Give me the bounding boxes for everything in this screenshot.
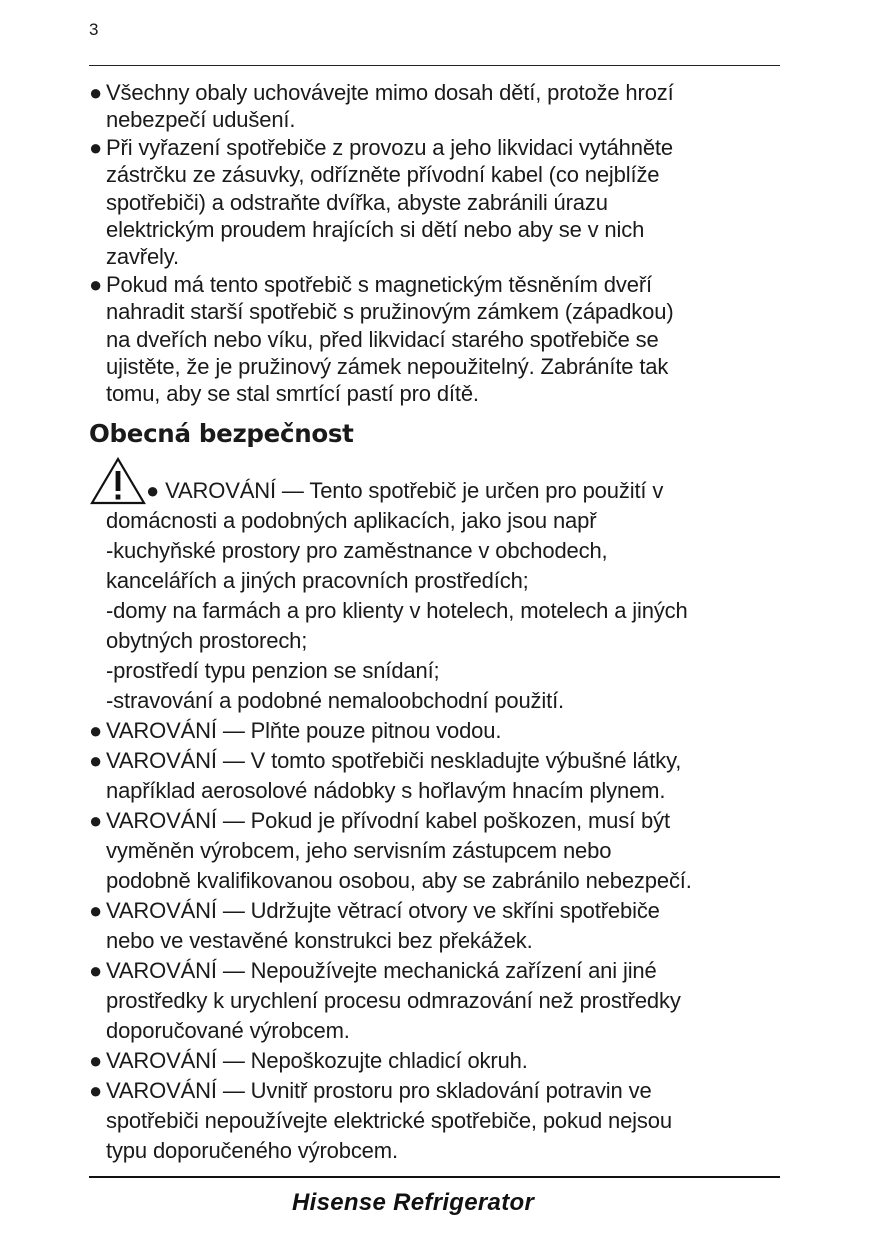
list-item (89, 716, 789, 746)
text-line: VAROVÁNÍ — Udržujte větrací otvory ve skříni spotřebiče (106, 898, 660, 923)
text-line: doporučované výrobcem. (106, 1018, 350, 1043)
text-line: zavřely. (106, 244, 179, 270)
text-line: spotřebiči) a odstraňte dvířka, abyste zabránili úrazu (106, 189, 608, 215)
text-line: vyměněn výrobcem, jeho servisním zástupcem nebo (106, 838, 612, 863)
bullet: ● (89, 748, 103, 773)
text-line: podobně kvalifikovanou osobou, aby se zabránilo nebezpečí. (106, 868, 692, 893)
list-item (89, 1076, 789, 1166)
footer-brand-logo: Hisense Refrigerator (292, 1189, 535, 1216)
text-line: VAROVÁNÍ — Nepoškozujte chladicí okruh. (106, 1048, 528, 1073)
list-item (89, 896, 789, 956)
bullet: ● (89, 80, 103, 105)
bullet: ● (89, 134, 103, 160)
bullet: ● (89, 1048, 103, 1073)
list-item (89, 1046, 789, 1076)
warning-sub-line: -stravování a podobné nemaloobchodní použití. (106, 688, 565, 713)
warning-item-general-use (89, 476, 789, 716)
top-rule (89, 65, 780, 66)
text-line: VAROVÁNÍ — Pokud je přívodní kabel poškozen, musí být (106, 808, 670, 833)
text-line: VAROVÁNÍ — V tomto spotřebiči neskladujte výbušné látky, (106, 748, 682, 773)
warning-sub-line: -prostředí typu penzion se snídaní; (106, 658, 440, 683)
text-line: tomu, aby se stal smrtící pastí pro dítě. (106, 381, 479, 407)
bullet: ● (146, 478, 166, 503)
list-item (89, 271, 789, 408)
bullet: ● (89, 1078, 103, 1103)
bottom-rule (89, 1176, 780, 1178)
text-line: spotřebiči nepoužívejte elektrické spotřebiče, pokud nejsou (106, 1108, 672, 1133)
text-line: Všechny obaly uchovávejte mimo dosah dětí, protože hrozí (106, 80, 674, 105)
text-line: ujistěte, že je pružinový zámek nepoužitelný. Zabráníte tak (106, 354, 669, 380)
warning-triangle-icon (89, 456, 147, 506)
text-line: VAROVÁNÍ — Uvnitř prostoru pro skladování potravin ve (106, 1078, 652, 1103)
text-line: nebo ve vestavěné konstrukci bez překážek. (106, 928, 533, 953)
bullet: ● (89, 808, 103, 833)
warning-sub-line: -domy na farmách a pro klienty v hotelech, motelech a jiných (106, 598, 688, 623)
list-item (89, 79, 789, 134)
intro-bullet-list (89, 79, 789, 408)
text-line: zástrčku ze zásuvky, odřízněte přívodní kabel (co nejblíže (106, 162, 660, 188)
text-line: typu doporučeného výrobcem. (106, 1138, 398, 1163)
bullet: ● (89, 898, 103, 923)
text-line: nahradit starší spotřebič s pružinovým zámkem (západkou) (106, 299, 674, 325)
page-number: 3 (89, 20, 99, 39)
text-line: elektrickým proudem hrajících si dětí nebo aby se v nich (106, 217, 645, 243)
list-item (89, 134, 789, 271)
warning-sub-line: obytných prostorech; (106, 628, 308, 653)
list-item (89, 746, 789, 806)
text-line: Pokud má tento spotřebič s magnetickým těsněním dveří (106, 271, 652, 297)
warning-list (89, 476, 789, 1166)
text-line: na dveřích nebo víku, před likvidací starého spotřebiče se (106, 326, 659, 352)
warning-first-line: VAROVÁNÍ — Tento spotřebič je určen pro použití v (165, 478, 664, 503)
text-line: prostředky k urychlení procesu odmrazování než prostředky (106, 988, 681, 1013)
bullet: ● (89, 271, 103, 297)
text-line: VAROVÁNÍ — Nepoužívejte mechanická zařízení ani jiné (106, 958, 657, 983)
warning-sub-line: domácnosti a podobných aplikacích, jako jsou např (106, 508, 597, 533)
section-heading: Obecná bezpečnost (89, 419, 354, 448)
text-line: nebezpečí udušení. (106, 107, 296, 133)
list-item (89, 806, 789, 896)
text-line: například aerosolové nádobky s hořlavým hnacím plynem. (106, 778, 666, 803)
warning-sub-line: -kuchyňské prostory pro zaměstnance v obchodech, (106, 538, 608, 563)
warning-sub-line: kancelářích a jiných pracovních prostředích; (106, 568, 529, 593)
text-line: Při vyřazení spotřebiče z provozu a jeho likvidaci vytáhněte (106, 134, 673, 160)
bullet: ● (89, 958, 103, 983)
list-item (89, 956, 789, 1046)
bullet: ● (89, 718, 103, 743)
text-line: VAROVÁNÍ — Plňte pouze pitnou vodou. (106, 718, 502, 743)
